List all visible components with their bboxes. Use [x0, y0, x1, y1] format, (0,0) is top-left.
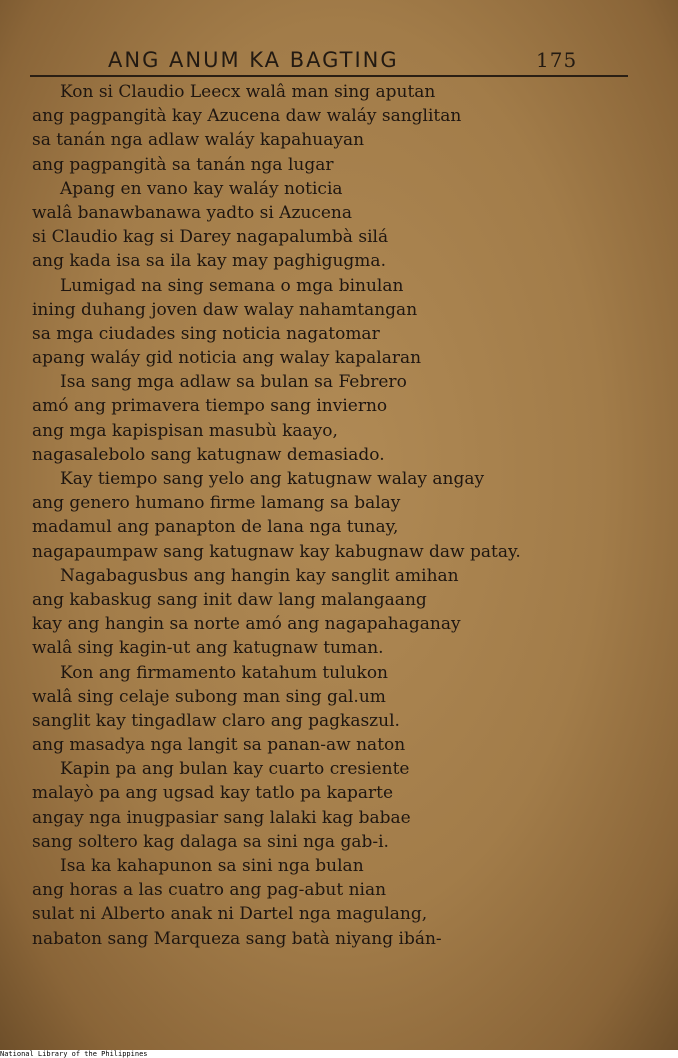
text-line: angay nga inugpasiar sang lalaki kag babae [32, 807, 411, 828]
text-line: si Claudio kag si Darey nagapalumbà silá [32, 227, 389, 248]
text-line: kay ang hangin sa norte amó ang nagapahaganay [32, 614, 461, 635]
text-line: sang soltero kag dalaga sa sini nga gab-i. [32, 831, 389, 852]
running-title: ANG ANUM KA BAGTING [108, 48, 399, 72]
text-line: Isa ka kahapunon sa sini nga bulan [60, 856, 364, 876]
text-line: apang waláy gid noticia ang walay kapalaran [32, 348, 422, 369]
text-line: ining duhang joven daw walay nahamtangan [32, 299, 418, 320]
text-line: walâ banawbanawa yadto si Azucena [32, 202, 353, 223]
text-line: Lumigad na sing semana o mga binulan [60, 275, 404, 296]
text-line: nagapaumpaw sang katugnaw kay kabugnaw daw patay. [32, 541, 521, 562]
text-line: nabaton sang Marqueza sang batà niyang ibán- [32, 928, 442, 949]
text-line: Nagabagusbus ang hangin kay sanglit amihan [60, 565, 459, 586]
text-line: ang kabaskug sang init daw lang malangaang [32, 589, 427, 610]
text-line: sanglit kay tingadlaw claro ang pagkaszul. [32, 710, 400, 731]
text-line: ang pagpangità sa tanán nga lugar [32, 154, 334, 175]
text-line: Kay tiempo sang yelo ang katugnaw walay angay [60, 469, 485, 489]
text-line: sa tanán nga adlaw waláy kapahuayan [32, 130, 365, 151]
text-line: sulat ni Alberto anak ni Dartel nga magulang, [32, 904, 428, 925]
text-line: amó ang primavera tiempo sang invierno [32, 396, 388, 417]
text-line: ang horas a las cuatro ang pag-abut nian [32, 880, 387, 901]
text-line: ang kada isa sa ila kay may paghigugma. [32, 251, 386, 272]
text-line: Kon ang firmamento katahum tulukon [60, 662, 388, 683]
text-line: walâ sing kagin-ut ang katugnaw tuman. [32, 638, 384, 659]
text-line: Apang en vano kay waláy noticia [60, 178, 343, 199]
text-line: ang pagpangità kay Azucena daw waláy sanglitan [32, 106, 462, 127]
footer-credit: National Library of the Philippines [0, 1050, 678, 1058]
text-line: Kon si Claudio Leecx walâ man sing aputan [60, 82, 436, 102]
text-line: ang genero humano firme lamang sa balay [32, 493, 401, 514]
text-line: walâ sing celaje subong man sing gal.um [32, 686, 386, 707]
text-line: ang masadya nga langit sa panan-aw naton [32, 735, 406, 756]
page-number: 175 [536, 48, 578, 72]
text-line: Isa sang mga adlaw sa bulan sa Febrero [60, 372, 407, 393]
text-line: Kapin pa ang bulan kay cuarto cresiente [60, 759, 410, 780]
header-rule [30, 75, 628, 77]
text-line: nagasalebolo sang katugnaw demasiado. [32, 444, 385, 465]
poem-text [32, 80, 652, 951]
text-line: ang mga kapispisan masubù kaayo, [32, 420, 338, 441]
text-line: malayò pa ang ugsad kay tatlo pa kaparte [32, 783, 394, 804]
text-line: sa mga ciudades sing noticia nagatomar [32, 323, 380, 344]
text-line: madamul ang panapton de lana nga tunay, [32, 517, 399, 538]
